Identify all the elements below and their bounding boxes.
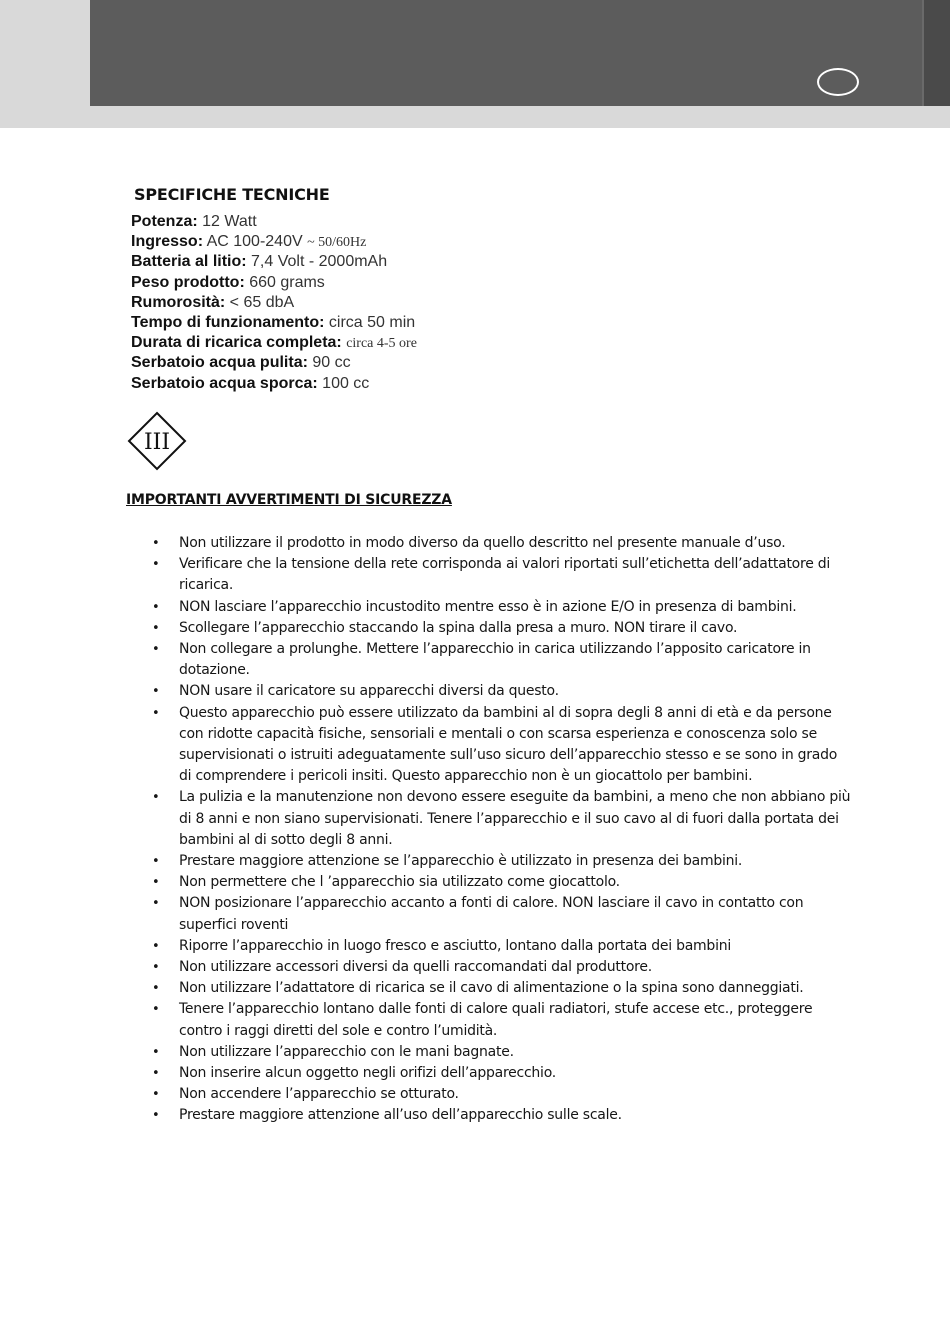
warning-item — [152, 999, 852, 1041]
warning-item — [152, 533, 852, 554]
bullet-icon: • — [152, 642, 160, 658]
warning-item — [152, 597, 852, 618]
spec-label: Potenza: — [131, 213, 198, 230]
warning-text: NON posizionare l’apparecchio accanto a fonti di calore. NON lasciare il cavo in contatto con superfici roventi — [179, 895, 804, 933]
warning-item — [152, 893, 852, 935]
language-marker-circle — [817, 68, 859, 96]
spec-value: < 65 dbA — [225, 293, 295, 311]
warning-item — [152, 936, 852, 957]
warning-text: Prestare maggiore attenzione se l’apparecchio è utilizzato in presenza dei bambini. — [179, 853, 743, 870]
bullet-icon: • — [152, 1108, 160, 1124]
bullet-icon: • — [152, 1002, 160, 1018]
spec-label: Serbatoio acqua pulita: — [131, 354, 308, 372]
spec-label: Batteria al litio: — [131, 253, 247, 271]
spec-item — [131, 313, 417, 333]
warning-text: Non utilizzare l’adattatore di ricarica se il cavo di alimentazione o la spina sono danneggiati. — [179, 980, 804, 997]
warning-text: Questo apparecchio può essere utilizzato da bambini al di sopra degli 8 anni di età e da persone con ridotte capacità fisiche, sensoriali e mentali o con scarsa esperienza e conoscenza solo se supervisionati o istruiti adeguatamente sull’uso sicuro dell’apparecchio stesso e se sono in grado di comprendere i pericoli insiti. Questo apparecchio non è un giocattolo per bambini. — [179, 704, 838, 785]
bullet-icon: • — [152, 896, 160, 912]
bullet-icon: • — [152, 536, 160, 551]
spec-value: AC 100-240V — [203, 233, 308, 251]
warning-text: Riporre l’apparecchio in luogo fresco e asciutto, lontano dalla portata dei bambini — [179, 937, 731, 954]
spec-label: Ingresso: — [131, 233, 204, 251]
warning-text: Scollegare l’apparecchio staccando la spina dalla presa a muro. NON tirare il cavo. — [179, 619, 738, 636]
warning-item — [152, 787, 852, 851]
warning-text: Prestare maggiore attenzione all’uso dell’apparecchio sulle scale. — [179, 1107, 622, 1124]
bullet-icon: • — [152, 854, 160, 870]
warning-text: Non inserire alcun oggetto negli orifizi dell’apparecchio. — [179, 1065, 556, 1082]
class-iii-numeral: III — [143, 430, 171, 455]
spec-item — [131, 252, 417, 272]
spec-label: Serbatoio acqua sporca: — [131, 374, 318, 392]
bullet-icon: • — [152, 557, 160, 573]
bullet-icon: • — [152, 875, 160, 891]
bullet-icon: • — [152, 981, 160, 997]
spec-label: Tempo di funzionamento: — [131, 313, 325, 331]
warning-item — [152, 957, 852, 978]
warning-text: Non permettere che l ’apparecchio sia utilizzato come giocattolo. — [179, 874, 620, 891]
warning-item — [152, 1042, 852, 1063]
bullet-icon: • — [152, 1087, 160, 1103]
bullet-icon: • — [152, 1066, 160, 1082]
spec-value: 12 Watt — [197, 213, 257, 230]
warning-text: La pulizia e la manutenzione non devono essere eseguite da bambini, a meno che non abbiano più di 8 anni e non siano supervisionati. Tenere l’apparecchio e il suo cavo al di fuori dalla portata dei bambini al di sotto degli 8 anni. — [179, 789, 851, 848]
warning-text: NON usare il caricatore su apparecchi diversi da questo. — [179, 683, 559, 700]
bullet-icon: • — [152, 790, 160, 806]
warning-text: Tenere l’apparecchio lontano dalle fonti di calore quali radiatori, stufe accese etc., proteggere contro i raggi diretti del sole e contro l’umidità. — [179, 1001, 813, 1039]
spec-item — [131, 273, 417, 293]
spec-value: circa 50 min — [324, 313, 416, 331]
header-bar — [90, 0, 922, 106]
warning-text: Non utilizzare accessori diversi da quelli raccomandati dal produttore. — [179, 959, 652, 976]
spec-value-suffix: circa 4-5 ore — [346, 336, 417, 352]
warning-item — [152, 1063, 852, 1084]
spec-label: Durata di ricarica completa: — [131, 334, 342, 352]
bullet-icon: • — [152, 938, 160, 954]
warning-text: Verificare che la tensione della rete corrisponda ai valori riportati sull’etichetta dell’adattatore di ricarica. — [179, 556, 831, 594]
warning-item — [152, 618, 852, 639]
warning-item — [152, 681, 852, 702]
warning-item — [152, 554, 852, 596]
warning-item — [152, 851, 852, 872]
spec-value: 660 grams — [244, 273, 325, 291]
spec-item — [131, 212, 417, 232]
bullet-icon: • — [152, 705, 160, 721]
bullet-icon: • — [152, 684, 160, 700]
spec-value-suffix: ~ 50/60Hz — [307, 235, 367, 251]
warning-item — [152, 1084, 852, 1105]
safety-warnings-title: IMPORTANTI AVVERTIMENTI DI SICUREZZA — [126, 492, 452, 508]
spec-item — [131, 353, 417, 373]
class-iii-safety-symbol-icon — [126, 410, 188, 472]
spec-item — [131, 293, 417, 313]
spec-label: Peso prodotto: — [131, 273, 245, 291]
warning-text: NON lasciare l’apparecchio incustodito mentre esso è in azione E/O in presenza di bambini. — [179, 598, 797, 615]
bullet-icon: • — [152, 620, 160, 636]
spec-item — [131, 232, 417, 252]
spec-label: Rumorosità: — [131, 293, 226, 311]
spec-value: 100 cc — [317, 374, 370, 392]
warning-item — [152, 978, 852, 999]
spec-value: 90 cc — [307, 354, 351, 372]
warning-item — [152, 872, 852, 893]
warning-text: Non utilizzare l’apparecchio con le mani bagnate. — [179, 1043, 514, 1060]
bullet-icon: • — [152, 960, 160, 976]
spec-item — [131, 374, 417, 394]
header-edge-tab — [922, 0, 950, 106]
warning-text: Non accendere l’apparecchio se otturato. — [179, 1086, 459, 1103]
warning-item — [152, 639, 852, 681]
warning-item — [152, 703, 852, 788]
specs-title: SPECIFICHE TECNICHE — [134, 185, 330, 204]
bullet-icon: • — [152, 1044, 160, 1060]
bullet-icon: • — [152, 599, 160, 615]
warning-text: Non utilizzare il prodotto in modo diverso da quello descritto nel presente manuale d’uso. — [179, 535, 786, 551]
warning-text: Non collegare a prolunghe. Mettere l’apparecchio in carica utilizzando l’apposito caricatore in dotazione. — [179, 641, 811, 679]
spec-value: 7,4 Volt - 2000mAh — [246, 253, 388, 271]
spec-item — [131, 333, 417, 353]
specs-list — [131, 212, 417, 394]
safety-warnings-list — [152, 533, 852, 1127]
warning-item — [152, 1105, 852, 1126]
